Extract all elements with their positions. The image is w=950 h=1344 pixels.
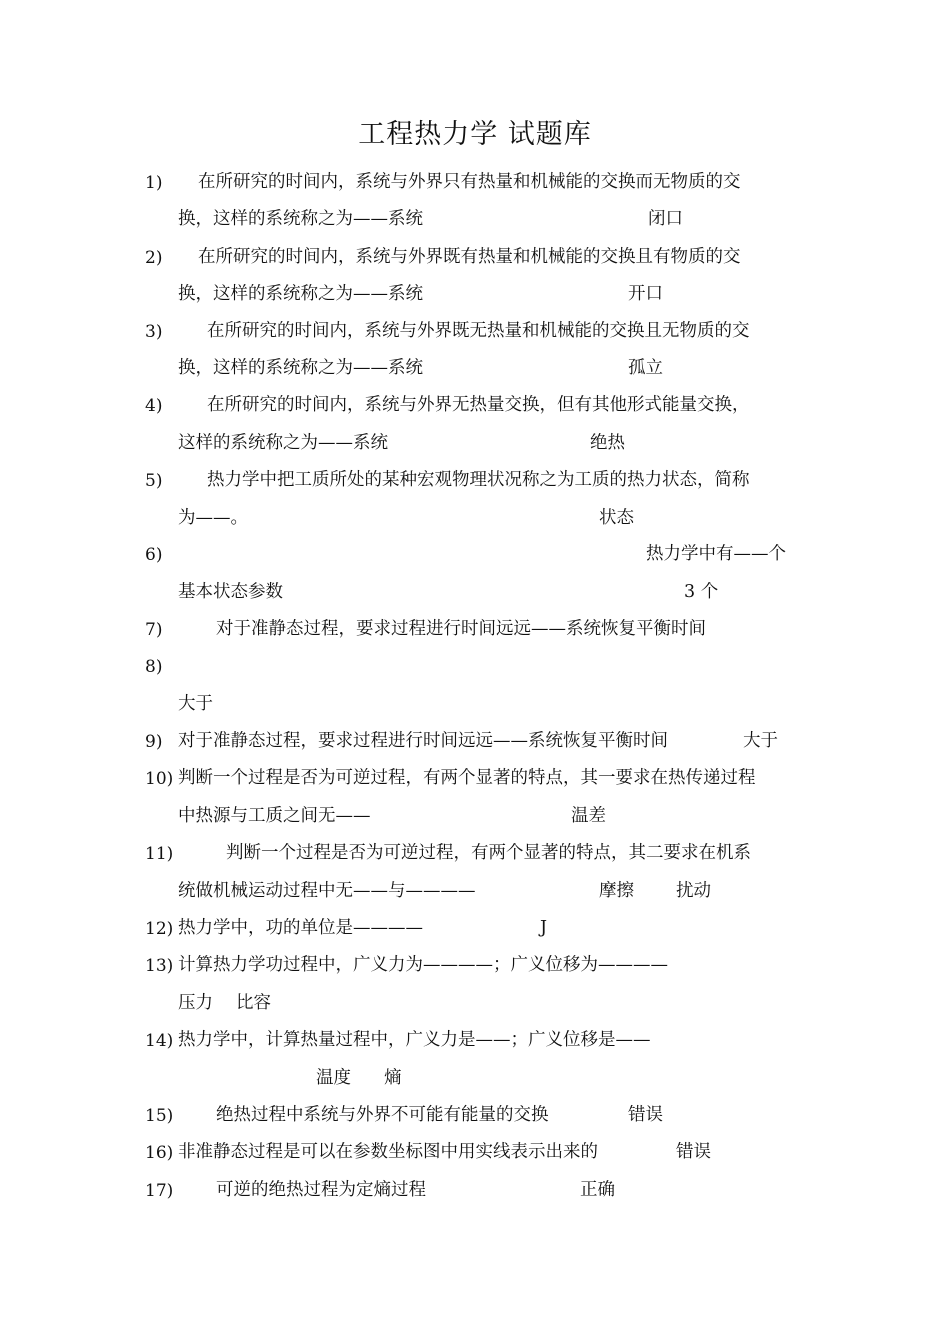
question-text: 绝热过程中系统与外界不可能有能量的交换: [216, 1105, 549, 1125]
question-text: 判断一个过程是否为可逆过程，有两个显著的特点，其二要求在机系: [226, 843, 751, 863]
question-text-cont: 统做机械运动过程中无——与————: [178, 881, 476, 901]
page-title: 工程热力学 试题库: [358, 119, 592, 150]
question-text-cont: 换，这样的系统称之为——系统: [178, 358, 423, 378]
answer-2: 熵: [384, 1068, 402, 1088]
question-text-cont: 换，这样的系统称之为——系统: [178, 209, 423, 229]
question-text: 计算热力学功过程中，广义力为————；广义位移为————: [178, 955, 668, 975]
question-text-cont: 换，这样的系统称之为——系统: [178, 284, 423, 304]
question-text: 对于准静态过程，要求过程进行时间远远——系统恢复平衡时间: [178, 731, 668, 751]
answer: 绝热: [590, 433, 625, 453]
question-number: 3): [145, 322, 163, 342]
question-text: 在所研究的时间内，系统与外界既有热量和机械能的交换且有物质的交: [198, 247, 741, 267]
question-text: 在所研究的时间内，系统与外界只有热量和机械能的交换而无物质的交: [198, 172, 741, 192]
question-text-cont: 为——。: [178, 508, 248, 528]
question-text: 对于准静态过程，要求过程进行时间远远——系统恢复平衡时间: [216, 619, 706, 639]
answer: 开口: [628, 284, 663, 304]
question-text: 热力学中有——个: [646, 544, 786, 564]
question-number: 15): [145, 1106, 174, 1126]
question-text: 判断一个过程是否为可逆过程，有两个显著的特点，其一要求在热传递过程: [178, 768, 756, 788]
answer: 正确: [580, 1180, 615, 1200]
answer: 压力: [178, 993, 213, 1013]
answer-2: 比容: [236, 993, 271, 1013]
question-number: 9): [145, 732, 163, 752]
question-number: 10): [145, 769, 174, 789]
question-text: 可逆的绝热过程为定熵过程: [216, 1180, 426, 1200]
question-number: 13): [145, 956, 174, 976]
question-number: 8): [145, 657, 163, 677]
question-number: 17): [145, 1181, 174, 1201]
question-text-cont: 基本状态参数: [178, 582, 283, 602]
answer: 温差: [571, 806, 606, 826]
question-text: 热力学中，功的单位是————: [178, 918, 423, 938]
question-text-cont: 中热源与工质之间无——: [178, 806, 371, 826]
answer: 错误: [676, 1142, 711, 1162]
question-number: 2): [145, 248, 163, 268]
question-text-cont: 这样的系统称之为——系统: [178, 433, 388, 453]
answer: 错误: [628, 1105, 663, 1125]
question-number: 6): [145, 545, 163, 565]
answer: 摩擦: [599, 881, 634, 901]
answer: 孤立: [628, 358, 663, 378]
answer: 大于: [743, 731, 778, 751]
answer-2: 扰动: [676, 881, 711, 901]
answer: 状态: [599, 508, 634, 528]
question-number: 14): [145, 1031, 174, 1051]
answer: 温度: [316, 1068, 351, 1088]
question-text: 在所研究的时间内，系统与外界既无热量和机械能的交换且无物质的交: [207, 321, 750, 341]
answer: 3 个: [684, 582, 719, 602]
question-number: 12): [145, 919, 174, 939]
answer: 大于: [178, 694, 213, 714]
question-text: 非准静态过程是可以在参数坐标图中用实线表示出来的: [178, 1142, 598, 1162]
question-text: 热力学中，计算热量过程中，广义力是——；广义位移是——: [178, 1030, 651, 1050]
question-number: 11): [145, 844, 174, 864]
answer: J: [540, 918, 548, 938]
question-text: 热力学中把工质所处的某种宏观物理状况称之为工质的热力状态，简称: [207, 470, 750, 490]
question-number: 16): [145, 1143, 174, 1163]
question-number: 1): [145, 173, 163, 193]
question-number: 4): [145, 396, 163, 416]
question-number: 5): [145, 471, 163, 491]
answer: 闭口: [648, 209, 683, 229]
question-text: 在所研究的时间内，系统与外界无热量交换，但有其他形式能量交换，: [207, 395, 750, 415]
question-number: 7): [145, 620, 163, 640]
